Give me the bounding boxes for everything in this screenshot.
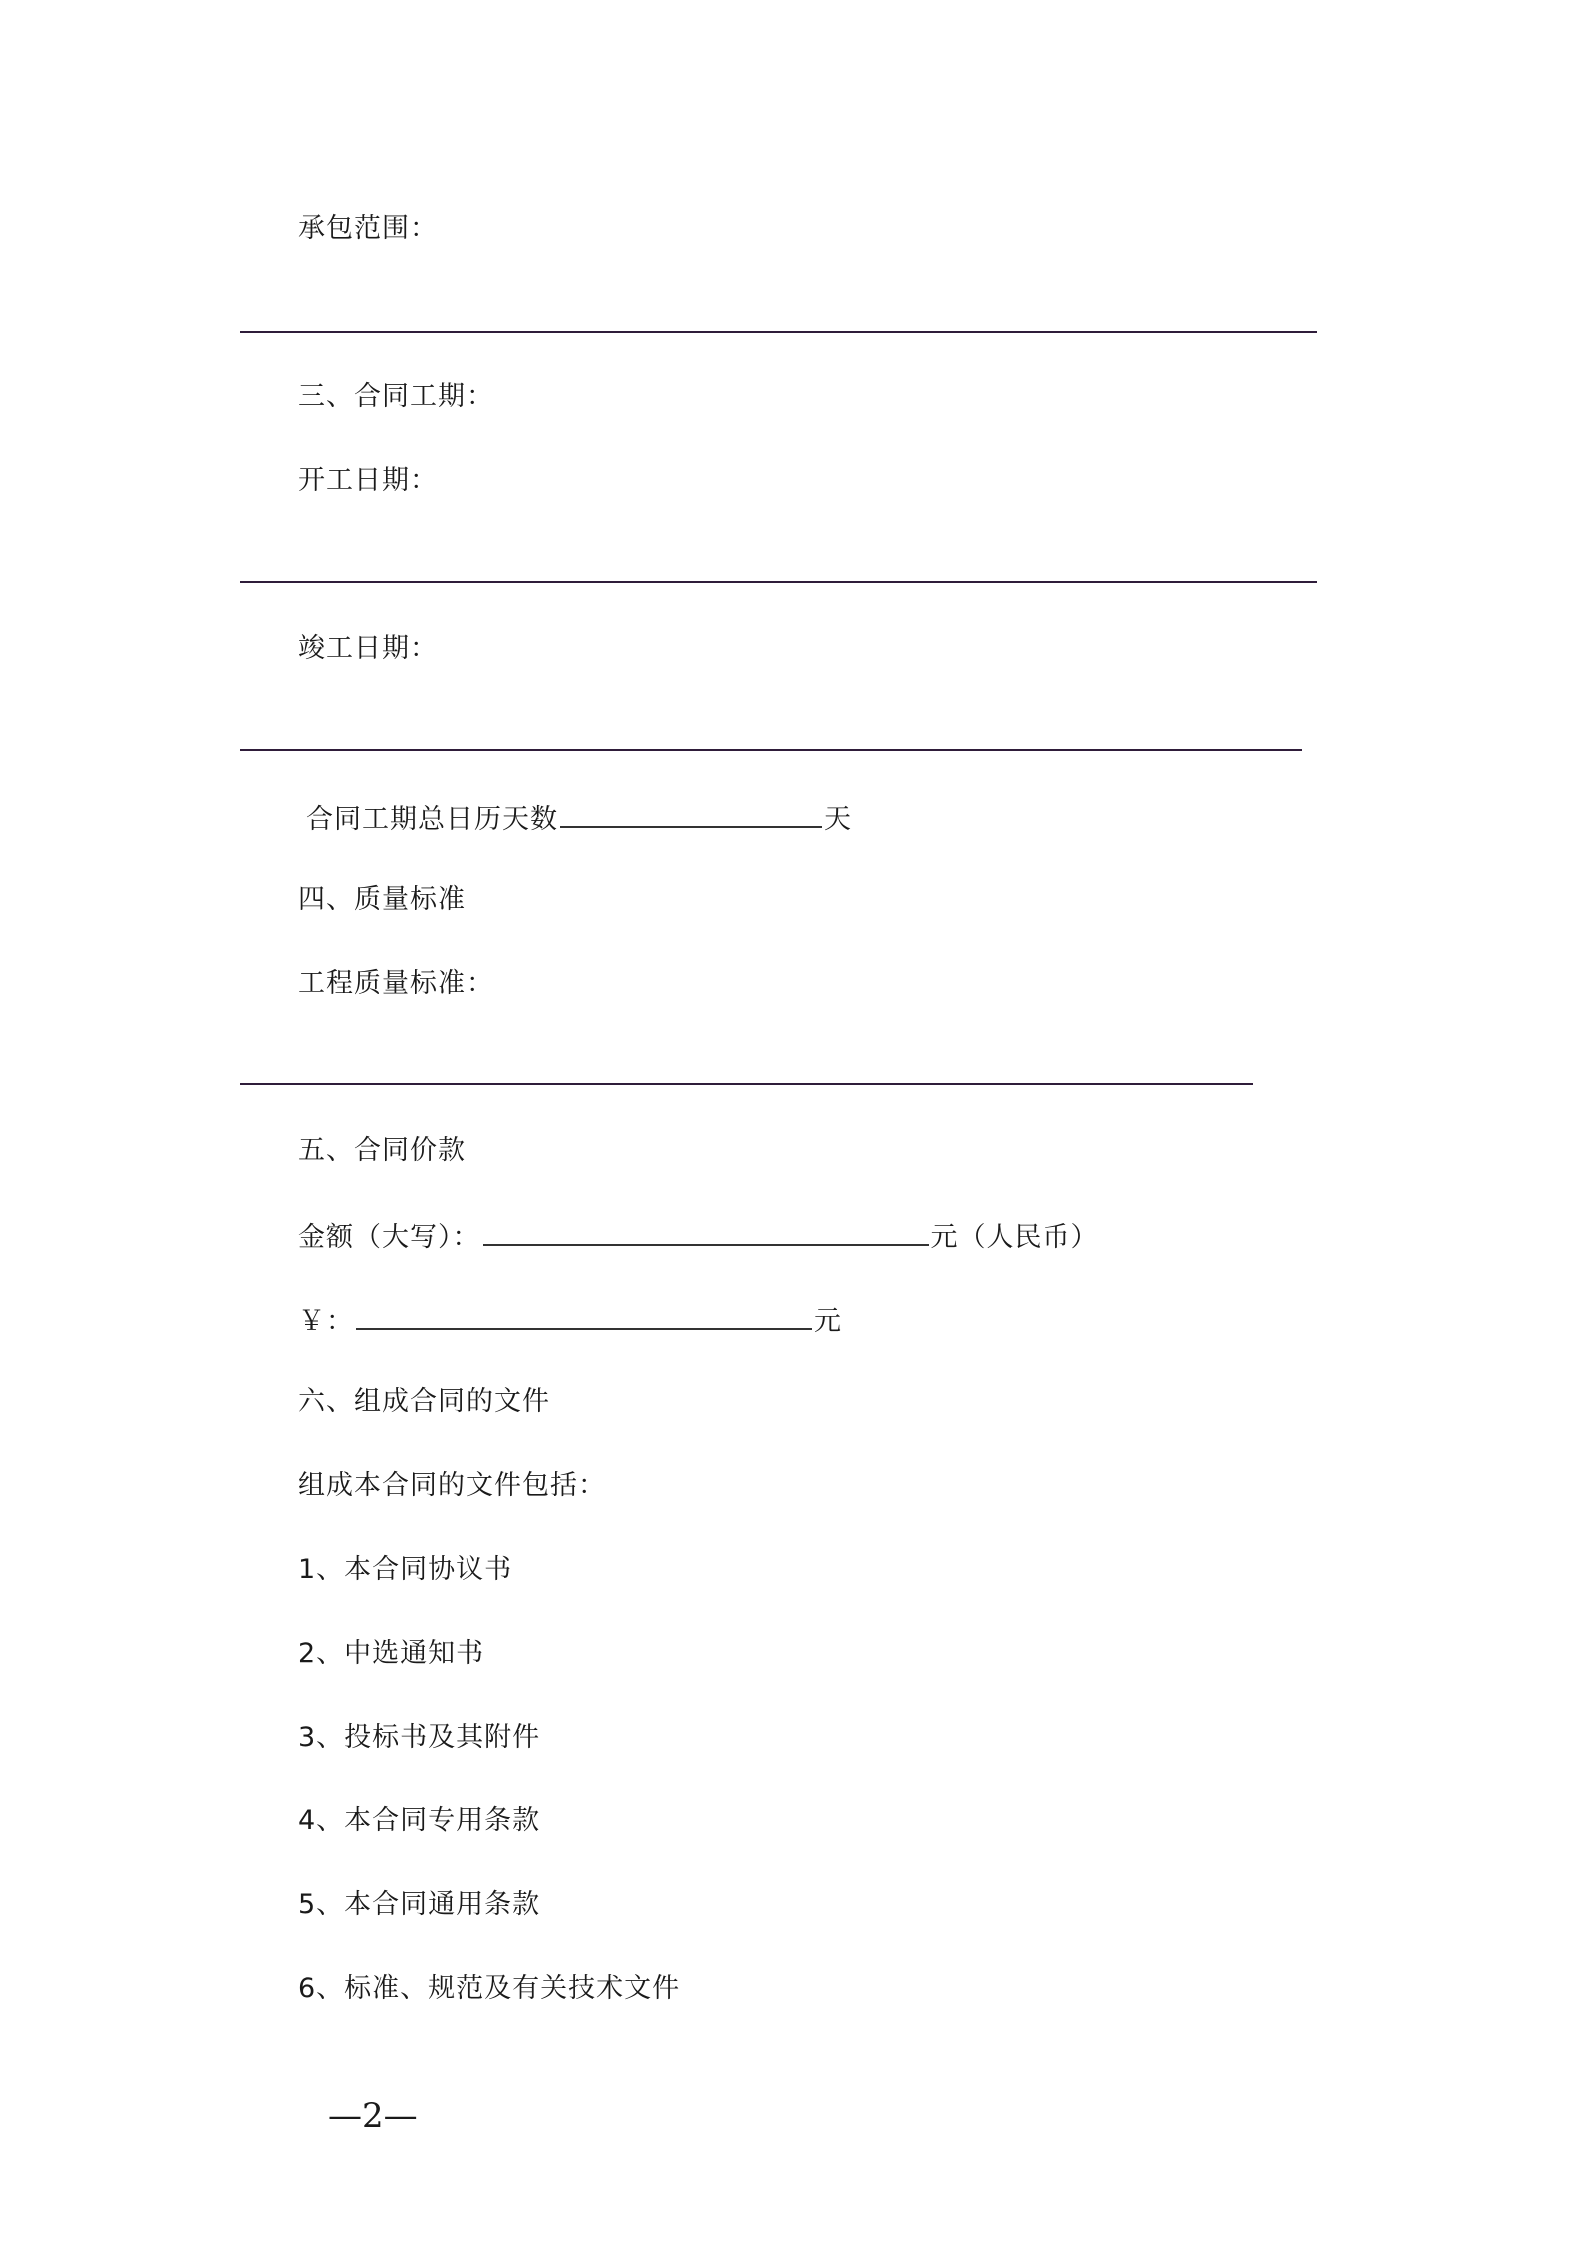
list-item: 4、本合同专用条款 [298, 1805, 541, 1836]
quality-fill-line [240, 1083, 1253, 1085]
amount-figures-unit: 元 [814, 1306, 842, 1337]
list-item: 3、投标书及其附件 [298, 1722, 541, 1753]
amount-figures-label: ￥： [298, 1306, 354, 1337]
amount-figures-blank [356, 1302, 812, 1330]
scope-fill-line [240, 331, 1317, 333]
amount-figures-row [298, 1302, 842, 1339]
amount-words-row [298, 1218, 1099, 1255]
section4-heading: 四、质量标准 [298, 884, 466, 915]
scope-label: 承包范围： [298, 213, 438, 244]
list-item: 5、本合同通用条款 [298, 1889, 541, 1920]
section5-heading: 五、合同价款 [298, 1135, 466, 1166]
total-days-blank [560, 800, 822, 828]
end-date-label: 竣工日期： [298, 633, 438, 664]
section6-heading: 六、组成合同的文件 [298, 1386, 550, 1417]
days-unit: 天 [824, 804, 852, 835]
start-date-label: 开工日期： [298, 465, 438, 496]
list-item: 2、中选通知书 [298, 1638, 485, 1669]
end-date-fill-line [240, 749, 1302, 751]
amount-words-label: 金额（大写）： [298, 1222, 481, 1253]
page-number: —2— [328, 2096, 418, 2136]
amount-words-blank [483, 1218, 929, 1246]
list-item: 1、本合同协议书 [298, 1554, 513, 1585]
section3-heading: 三、合同工期： [298, 381, 494, 412]
section6-intro: 组成本合同的文件包括： [298, 1470, 606, 1501]
start-date-fill-line [240, 581, 1317, 583]
quality-label: 工程质量标准： [298, 968, 494, 999]
list-item: 6、标准、规范及有关技术文件 [298, 1973, 681, 2004]
amount-words-unit: 元（人民币） [930, 1222, 1099, 1253]
total-days-label: 合同工期总日历天数 [306, 804, 558, 835]
total-days-row [306, 800, 852, 837]
